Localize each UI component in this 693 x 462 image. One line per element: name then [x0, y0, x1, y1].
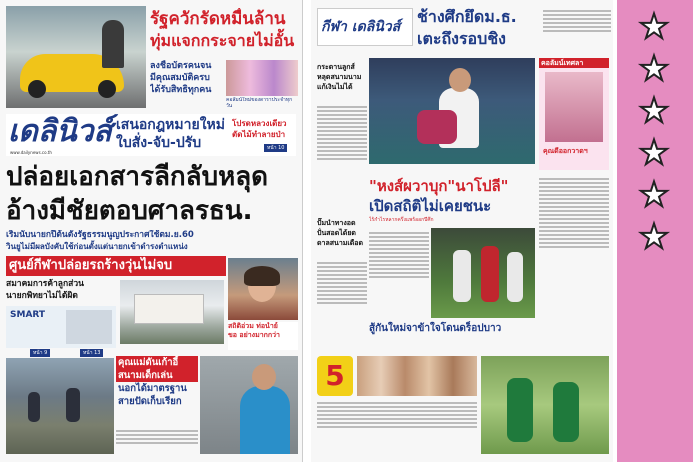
- top-sub-box: [150, 60, 222, 106]
- left-col-headline-3: แก้เงินไม่ได้: [317, 83, 353, 91]
- flood-photo: [6, 358, 114, 454]
- quote-2: ขอ อย่างมากกว่า: [228, 331, 280, 339]
- star-icon: ★: [638, 91, 670, 131]
- footballer-2: [481, 246, 499, 302]
- smart-thumb: [66, 310, 112, 344]
- football-photo: [431, 228, 535, 318]
- sport-masthead: กีฬา เดลินิวส์: [321, 19, 401, 35]
- left-col-headline-2: หลุดสนามนาม: [317, 73, 362, 81]
- quote-box: [228, 322, 298, 350]
- tennis-bag: [417, 110, 457, 144]
- man-photo: [200, 356, 298, 454]
- car-wheel-front: [28, 80, 46, 98]
- top-headline-box: [150, 8, 300, 58]
- sports-page: [311, 0, 613, 462]
- flood-headline-4: สายปัดเก็บเรียก: [118, 396, 182, 407]
- main-headline-2: อ้างมีชัยตอบศาลรธน.: [6, 196, 253, 226]
- page-ref-b: หน้า 13: [80, 349, 103, 357]
- deck-2: วินยูไม่มีผลบังคับใช้ก่อนตั้งแต่นายกเข้าดำรงตำแหน่ง: [6, 242, 188, 251]
- promo-caption: คอลัมน์ใหม่ของดาราประจำทุกวัน: [226, 97, 293, 109]
- player-portraits: [357, 356, 477, 396]
- green-player-2: [553, 382, 579, 442]
- red-bar-headline: ศูนย์กีฬาปล่อยรถร้างวุ่นไม่จบ: [9, 258, 173, 273]
- left-col-headline-4: ปั๊มนำทางอด: [317, 219, 356, 227]
- promo-couple-photo: [545, 72, 603, 142]
- star-icon: ★: [638, 7, 670, 47]
- right-col-text: [539, 176, 609, 326]
- sport-main-headline-box: [369, 176, 539, 228]
- promo-title: คอลัมน์เทศลา: [539, 58, 609, 68]
- sport-main-deck: ไร้กำไรหลากครึ่งแพร้ออกปีศึก: [369, 217, 434, 223]
- green-kit-photo: [481, 356, 609, 454]
- page-ref-a: หน้า 9: [30, 349, 50, 357]
- ear-page-ref: หน้า 10: [264, 144, 287, 152]
- main-headline-box: [6, 160, 298, 232]
- star-icon: ★: [638, 49, 670, 89]
- mid-text-filler: [369, 230, 429, 326]
- person-silhouette: [102, 20, 124, 68]
- flood-headline-1: คุณแม่ดันเก้าอี้: [116, 356, 198, 369]
- deck-1: เริ่มนับนายกปีต้นตั้งรัฐธรรมนูญประกาศใช้ตม.ย.60: [6, 230, 194, 240]
- footballer-3: [507, 252, 523, 302]
- flood-headline-3: นอกได้มาตรฐาน: [118, 383, 187, 394]
- sport-main-headline-1: "หงส์ผวาบุก"นาโปลี": [369, 177, 509, 195]
- bottom-text-filler: [317, 400, 477, 454]
- star-icon: ★: [638, 175, 670, 215]
- promo-group-photo: [226, 60, 298, 96]
- man-head: [252, 364, 276, 390]
- sub-story-2: นายกพิทยาไม่ได้ผิด: [6, 291, 78, 301]
- flood-headline-box: [116, 356, 198, 426]
- quote-1: สถิติอ่วม ท่อน้ำย์: [228, 322, 278, 330]
- sport-top-headline-1: ช้างศึกยึดม.ธ.: [417, 7, 517, 26]
- left-col-headline-box-b: [317, 218, 367, 258]
- lower-headline: สู้กันใหม่จาข้าใจโดนดร็อปบาว: [369, 323, 502, 334]
- star-icon: ★: [638, 133, 670, 173]
- main-headline-1: ปล่อยเอกสารลีกลับหลุด: [6, 162, 269, 192]
- lower-headline-box: [369, 320, 539, 338]
- footballer-1: [453, 250, 471, 302]
- woman-photo: [228, 258, 298, 320]
- man-body: [240, 386, 290, 454]
- left-col-text-a: [317, 104, 367, 214]
- tennis-photo: [369, 58, 535, 164]
- sport-top-headline-box: [417, 6, 537, 56]
- flood-headline-2: สนามเด็กเล่น: [116, 369, 198, 382]
- car-photo: [6, 6, 146, 108]
- top-sub-3: ได้รับสิทธิทุกคน: [150, 85, 212, 95]
- car-wheel-rear: [98, 80, 116, 98]
- ear-side-2: ตัดไม้ทำลายป่า: [232, 130, 286, 139]
- flood-figure-1: [28, 392, 40, 422]
- ear-headline-2: ใบสั่ง-จับ-ปรับ: [116, 135, 202, 151]
- promo-caption-2: คุณดีออกวาดฯ: [543, 147, 588, 155]
- number-badge: 5: [325, 359, 345, 392]
- front-page-dailynews: [0, 0, 303, 462]
- deck-box: [6, 230, 298, 254]
- top-right-text-filler: [543, 8, 611, 54]
- masthead-url: www.dailynews.co.th: [10, 150, 52, 155]
- top-sub-1: ลงชื่อบัตรคนจน: [150, 61, 212, 71]
- ear-side-1: โปรดหลวงเดียว: [232, 119, 287, 128]
- sport-top-headline-2: เตะถึงรอบชิง: [417, 29, 506, 48]
- sub-story-1: สมาคมการค้าลูกส่วน: [6, 279, 84, 289]
- top-headline-2: ทุ่มแจกกระจายไม่อั้น: [150, 31, 295, 50]
- number-badge-box: [317, 356, 353, 396]
- sub-story-box: [6, 278, 116, 304]
- star-icon: ★: [638, 217, 670, 257]
- left-col-headline-box-a: [317, 62, 367, 102]
- top-sub-2: มีคุณสมบัติครบ: [150, 73, 210, 83]
- masthead-strip: [6, 114, 296, 156]
- ear-headline-1: เสนอกฎหมายใหม่: [116, 117, 225, 133]
- flood-figure-2: [66, 388, 80, 422]
- top-headline-1: รัฐควักรัดหมื่นล้าน: [150, 9, 286, 29]
- sport-masthead-box: [317, 8, 413, 46]
- pink-sidebar: [617, 0, 693, 462]
- right-promo-panel: [539, 58, 609, 170]
- red-bar-headline-box: [6, 256, 226, 276]
- woman-hair: [244, 266, 280, 286]
- masthead-logo: เดลินิวส์: [8, 114, 112, 149]
- green-player-1: [507, 378, 533, 442]
- sport-main-headline-2: เปิดสถิติไม่เคยชนะ: [369, 197, 492, 215]
- left-col-headline-1: กระดานลูกส์: [317, 63, 355, 71]
- building-photo: [120, 280, 224, 344]
- left-col-headline-6: ดาลสนามเดือด: [317, 239, 364, 247]
- left-col-headline-5: ปั่นสอดได้ยด: [317, 229, 356, 237]
- smart-ad-box: [6, 306, 116, 348]
- text-column-filler: [116, 428, 198, 456]
- tennis-player-head: [449, 68, 471, 92]
- left-col-text-b: [317, 260, 367, 350]
- building-shape: [134, 294, 204, 324]
- smart-label: SMART: [10, 310, 46, 320]
